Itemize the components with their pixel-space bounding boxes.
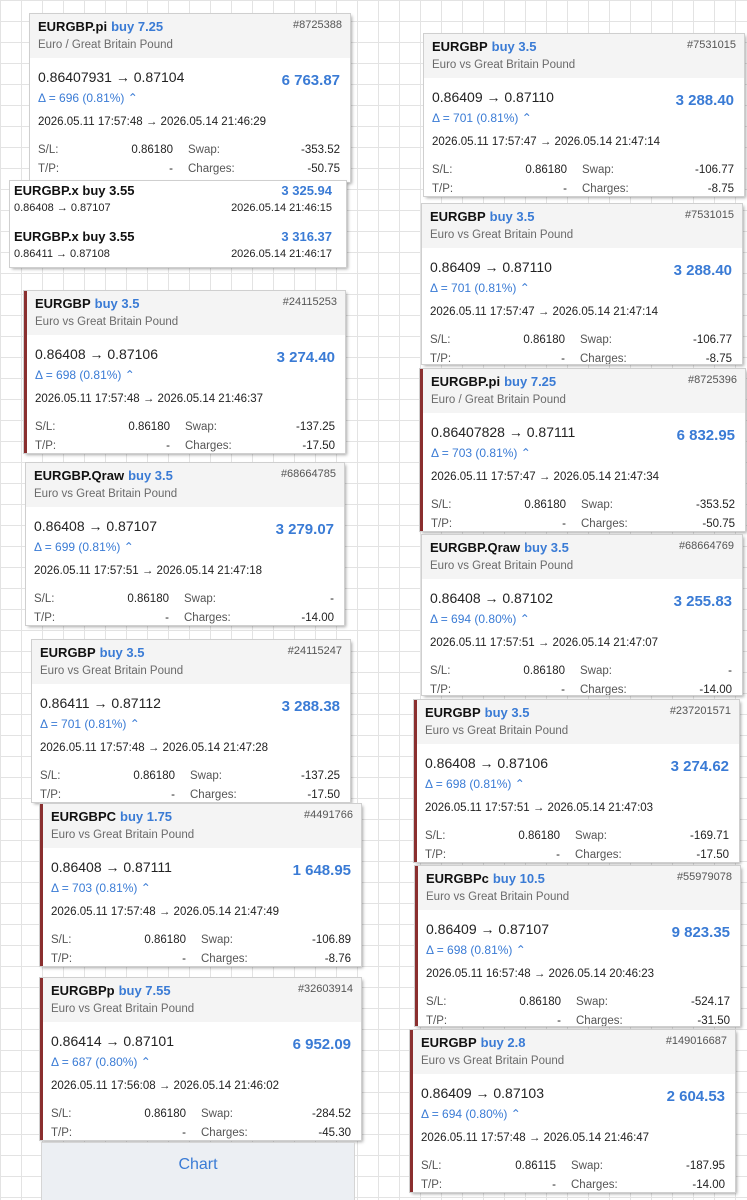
profit: 3 316.37: [281, 229, 332, 244]
symbol-description: Euro vs Great Britain Pound: [426, 891, 570, 903]
profit: 1 648.95: [292, 862, 351, 879]
ticket-id: #24115247: [287, 645, 342, 657]
ticket-id: #55979078: [676, 871, 732, 883]
take-profit: -: [552, 1179, 556, 1191]
compact-positions: [10, 181, 346, 267]
delta: Δ = 698 (0.81%) ⌃: [425, 777, 525, 791]
price-range: 0.86409 → 0.87103: [421, 1085, 544, 1101]
tp-charges-row: T/P: - Charges: -17.50: [425, 849, 729, 861]
chart-tab-button[interactable]: [42, 1143, 354, 1200]
charges: -31.50: [697, 1015, 730, 1026]
sl-swap-row: S/L: 0.86180 Swap: -137.25: [40, 770, 340, 782]
time-range: 2026.05.11 17:57:47 → 2026.05.14 21:47:14: [430, 306, 659, 318]
take-profit: -: [169, 163, 173, 175]
swap: -137.25: [295, 421, 335, 433]
stop-loss: 0.86180: [127, 593, 169, 605]
delta: Δ = 703 (0.81%) ⌃: [431, 446, 531, 460]
stop-loss: 0.86180: [524, 499, 566, 511]
take-profit: -: [562, 518, 566, 530]
price-range: 0.86407828 → 0.87111: [431, 424, 576, 440]
swap: -106.89: [311, 934, 351, 946]
sl-swap-row: S/L: 0.86180 Swap: -137.25: [35, 421, 335, 433]
ticket-id: #8725396: [688, 374, 737, 386]
symbol-description: Euro vs Great Britain Pound: [34, 488, 178, 500]
take-profit: -: [165, 612, 169, 624]
profit: 3 288.38: [281, 698, 340, 715]
stop-loss: 0.86180: [523, 334, 565, 346]
price-range: 0.86411 → 0.87108: [14, 248, 110, 260]
charges: -45.30: [318, 1127, 351, 1139]
tp-charges-row: T/P: - Charges: -8.75: [432, 183, 734, 195]
ticket-id: #68664785: [280, 468, 336, 480]
time-range: 2026.05.11 17:57:48 → 2026.05.14 21:46:29: [38, 116, 267, 128]
chart-tab-label: Chart: [178, 1156, 218, 1173]
ticket-id: #32603914: [297, 983, 353, 995]
swap: -284.52: [311, 1108, 351, 1120]
delta: Δ = 698 (0.81%) ⌃: [35, 368, 135, 382]
time-range: 2026.05.11 17:57:51 → 2026.05.14 21:47:07: [430, 637, 659, 649]
symbol: EURGBP buy 3.5: [35, 296, 140, 311]
swap: -: [330, 593, 334, 605]
profit: 3 274.62: [670, 758, 729, 775]
symbol: EURGBP buy 3.5: [425, 705, 530, 720]
compact-row[interactable]: [10, 227, 346, 267]
tp-charges-row: T/P: - Charges: -31.50: [426, 1015, 730, 1026]
swap: -353.52: [695, 499, 735, 511]
take-profit: -: [561, 353, 565, 364]
sl-swap-row: S/L: 0.86180 Swap: -106.77: [432, 164, 734, 176]
tp-charges-row: T/P: - Charges: -17.50: [40, 789, 340, 801]
symbol: EURGBP buy 2.8: [421, 1035, 526, 1050]
trade-type: buy 7.25: [111, 19, 164, 34]
charges: -17.50: [302, 440, 335, 452]
swap: -187.95: [685, 1160, 725, 1172]
delta: Δ = 694 (0.80%) ⌃: [430, 612, 530, 626]
stop-loss: 0.86115: [515, 1160, 556, 1172]
tp-charges-row: T/P: - Charges: -14.00: [421, 1179, 725, 1191]
charges: -14.00: [699, 684, 732, 695]
trade-type: buy 3.5: [484, 705, 530, 720]
profit: 3 288.40: [673, 262, 732, 279]
symbol: EURGBPp buy 7.55: [51, 983, 171, 998]
symbol-description: Euro vs Great Britain Pound: [430, 229, 574, 241]
position-card[interactable]: [26, 463, 344, 625]
sl-swap-row: S/L: 0.86180 Swap: -: [34, 593, 334, 605]
take-profit: -: [556, 849, 560, 861]
trade-type: buy 2.8: [480, 1035, 526, 1050]
close-time: 2026.05.14 21:46:17: [231, 248, 332, 260]
symbol-description: Euro / Great Britain Pound: [38, 39, 173, 51]
symbol-description: Euro vs Great Britain Pound: [430, 560, 574, 572]
delta: Δ = 699 (0.81%) ⌃: [34, 540, 134, 554]
symbol: EURGBP buy 3.5: [430, 209, 535, 224]
delta: Δ = 701 (0.81%) ⌃: [40, 717, 140, 731]
symbol: EURGBP.pi buy 7.25: [38, 19, 164, 34]
sl-swap-row: S/L: 0.86180 Swap: -353.52: [431, 499, 735, 511]
tp-charges-row: T/P: - Charges: -8.76: [51, 953, 351, 965]
price-range: 0.86408 → 0.87106: [425, 755, 548, 771]
profit: 3 274.40: [276, 349, 335, 366]
trade-type: buy 10.5: [492, 871, 545, 886]
sl-swap-row: S/L: 0.86180 Swap: -284.52: [51, 1108, 351, 1120]
time-range: 2026.05.11 17:57:51 → 2026.05.14 21:47:18: [34, 565, 263, 577]
stop-loss: 0.86180: [133, 770, 175, 782]
symbol-description: Euro vs Great Britain Pound: [432, 59, 576, 71]
price-range: 0.86408 → 0.87106: [35, 346, 158, 362]
delta: Δ = 687 (0.80%) ⌃: [51, 1055, 151, 1069]
tp-charges-row: T/P: - Charges: -50.75: [431, 518, 735, 530]
take-profit: -: [182, 953, 186, 965]
charges: -8.76: [324, 953, 351, 965]
tp-charges-row: T/P: - Charges: -14.00: [430, 684, 732, 695]
charges: -50.75: [702, 518, 735, 530]
profit: 6 952.09: [292, 1036, 351, 1053]
position-card[interactable]: [415, 866, 740, 1026]
profit: 6 832.95: [676, 427, 735, 444]
take-profit: -: [557, 1015, 561, 1026]
sl-swap-row: S/L: 0.86180 Swap: -524.17: [426, 996, 730, 1008]
delta: Δ = 698 (0.81%) ⌃: [426, 943, 526, 957]
ticket-id: #237201571: [669, 705, 731, 717]
take-profit: -: [171, 789, 175, 801]
symbol-description: Euro vs Great Britain Pound: [35, 316, 179, 328]
symbol-description: Euro vs Great Britain Pound: [421, 1055, 565, 1067]
charges: -14.00: [301, 612, 334, 624]
trade-type: buy 1.75: [120, 809, 173, 824]
stop-loss: 0.86180: [525, 164, 567, 176]
position-card[interactable]: [414, 700, 739, 862]
swap: -353.52: [300, 144, 340, 156]
trade-type: buy 3.5: [128, 468, 173, 483]
trade-type: buy 3.5: [99, 645, 145, 660]
delta: Δ = 696 (0.81%) ⌃: [38, 91, 138, 105]
charges: -8.75: [705, 353, 732, 364]
trade-type: buy 3.5: [94, 296, 140, 311]
sl-swap-row: S/L: 0.86180 Swap: -106.77: [430, 334, 732, 346]
symbol: EURGBPC buy 1.75: [51, 809, 173, 824]
ticket-id: #68664769: [678, 540, 734, 552]
profit: 3 325.94: [281, 183, 332, 198]
charges: -8.75: [707, 183, 734, 195]
profit: 3 255.83: [673, 593, 732, 610]
sl-swap-row: S/L: 0.86180 Swap: -: [430, 665, 732, 677]
sl-swap-row: S/L: 0.86180 Swap: -353.52: [38, 144, 340, 156]
trade-type: buy 3.5: [524, 540, 569, 555]
symbol: EURGBP.x buy 3.55: [14, 229, 135, 244]
time-range: 2026.05.11 17:57:48 → 2026.05.14 21:46:47: [421, 1132, 650, 1144]
swap: -106.77: [694, 164, 734, 176]
stop-loss: 0.86180: [523, 665, 565, 677]
trade-type: buy 7.55: [118, 983, 171, 998]
price-range: 0.86408 → 0.87111: [51, 859, 172, 875]
time-range: 2026.05.11 17:57:48 → 2026.05.14 21:47:49: [51, 906, 280, 918]
symbol: EURGBP.Qraw buy 3.5: [430, 540, 569, 555]
price-range: 0.86411 → 0.87112: [40, 695, 161, 711]
ticket-id: #7531015: [687, 39, 736, 51]
trade-type: buy 3.5: [489, 209, 535, 224]
delta: Δ = 701 (0.81%) ⌃: [432, 111, 532, 125]
tp-charges-row: T/P: - Charges: -14.00: [34, 612, 334, 624]
tp-charges-row: T/P: - Charges: -50.75: [38, 163, 340, 175]
position-card[interactable]: [410, 1030, 735, 1192]
price-range: 0.86407931 → 0.87104: [38, 69, 185, 85]
price-range: 0.86408 → 0.87107: [14, 202, 111, 214]
price-range: 0.86408 → 0.87107: [34, 518, 157, 534]
position-card[interactable]: [24, 291, 345, 453]
tp-charges-row: T/P: - Charges: -17.50: [35, 440, 335, 452]
time-range: 2026.05.11 17:57:47 → 2026.05.14 21:47:14: [432, 136, 661, 148]
price-range: 0.86409 → 0.87110: [430, 259, 552, 275]
stop-loss: 0.86180: [144, 934, 186, 946]
stop-loss: 0.86180: [518, 830, 560, 842]
price-range: 0.86408 → 0.87102: [430, 590, 553, 606]
time-range: 2026.05.11 17:57:47 → 2026.05.14 21:47:34: [431, 471, 660, 483]
time-range: 2026.05.11 17:57:48 → 2026.05.14 21:47:28: [40, 742, 269, 754]
charges: -50.75: [307, 163, 340, 175]
position-card[interactable]: [420, 369, 745, 531]
time-range: 2026.05.11 16:57:48 → 2026.05.14 20:46:23: [426, 968, 655, 980]
symbol-description: Euro / Great Britain Pound: [431, 394, 566, 406]
stop-loss: 0.86180: [128, 421, 170, 433]
stop-loss: 0.86180: [131, 144, 173, 156]
price-range: 0.86409 → 0.87107: [426, 921, 549, 937]
price-range: 0.86414 → 0.87101: [51, 1033, 174, 1049]
position-card[interactable]: [422, 535, 742, 695]
tp-charges-row: T/P: - Charges: -45.30: [51, 1127, 351, 1139]
take-profit: -: [561, 684, 565, 695]
profit: 3 279.07: [275, 521, 334, 538]
charges: -17.50: [307, 789, 340, 801]
take-profit: -: [182, 1127, 186, 1139]
take-profit: -: [563, 183, 567, 195]
profit: 9 823.35: [671, 924, 730, 941]
symbol: EURGBPc buy 10.5: [426, 871, 545, 886]
time-range: 2026.05.11 17:56:08 → 2026.05.14 21:46:02: [51, 1080, 280, 1092]
stop-loss: 0.86180: [144, 1108, 186, 1120]
trade-type: buy 3.5: [491, 39, 537, 54]
ticket-id: #8725388: [293, 19, 342, 31]
ticket-id: #24115253: [282, 296, 337, 308]
symbol: EURGBP buy 3.5: [432, 39, 537, 54]
profit: 6 763.87: [281, 72, 340, 89]
compact-row[interactable]: [10, 181, 346, 221]
symbol: EURGBP.pi buy 7.25: [431, 374, 557, 389]
stop-loss: 0.86180: [519, 996, 561, 1008]
position-card[interactable]: [422, 204, 742, 364]
symbol-description: Euro vs Great Britain Pound: [51, 1003, 195, 1015]
ticket-id: #149016687: [665, 1035, 727, 1047]
charges: -17.50: [696, 849, 729, 861]
swap: -106.77: [692, 334, 732, 346]
trade-type: buy 7.25: [504, 374, 557, 389]
symbol: EURGBP buy 3.5: [40, 645, 145, 660]
profit: 2 604.53: [666, 1088, 725, 1105]
symbol-description: Euro vs Great Britain Pound: [51, 829, 195, 841]
ticket-id: #4491766: [304, 809, 353, 821]
swap: -137.25: [300, 770, 340, 782]
swap: -169.71: [689, 830, 729, 842]
position-card[interactable]: [424, 34, 744, 196]
tp-charges-row: T/P: - Charges: -8.75: [430, 353, 732, 364]
swap: -: [728, 665, 732, 677]
time-range: 2026.05.11 17:57:48 → 2026.05.14 21:46:37: [35, 393, 264, 405]
symbol: EURGBP.Qraw buy 3.5: [34, 468, 173, 483]
delta: Δ = 701 (0.81%) ⌃: [430, 281, 530, 295]
close-time: 2026.05.14 21:46:15: [231, 202, 332, 214]
position-card[interactable]: [32, 640, 350, 802]
take-profit: -: [166, 440, 170, 452]
sl-swap-row: S/L: 0.86115 Swap: -187.95: [421, 1160, 725, 1172]
profit: 3 288.40: [675, 92, 734, 109]
symbol-description: Euro vs Great Britain Pound: [40, 665, 184, 677]
price-range: 0.86409 → 0.87110: [432, 89, 554, 105]
sl-swap-row: S/L: 0.86180 Swap: -106.89: [51, 934, 351, 946]
position-card[interactable]: [30, 14, 350, 182]
position-card[interactable]: [40, 804, 361, 966]
delta: Δ = 703 (0.81%) ⌃: [51, 881, 151, 895]
delta: Δ = 694 (0.80%) ⌃: [421, 1107, 521, 1121]
symbol: EURGBP.x buy 3.55: [14, 183, 135, 198]
time-range: 2026.05.11 17:57:51 → 2026.05.14 21:47:03: [425, 802, 654, 814]
symbol-description: Euro vs Great Britain Pound: [425, 725, 569, 737]
swap: -524.17: [690, 996, 730, 1008]
charges: -14.00: [692, 1179, 725, 1191]
ticket-id: #7531015: [685, 209, 734, 221]
position-card[interactable]: [40, 978, 361, 1140]
sl-swap-row: S/L: 0.86180 Swap: -169.71: [425, 830, 729, 842]
